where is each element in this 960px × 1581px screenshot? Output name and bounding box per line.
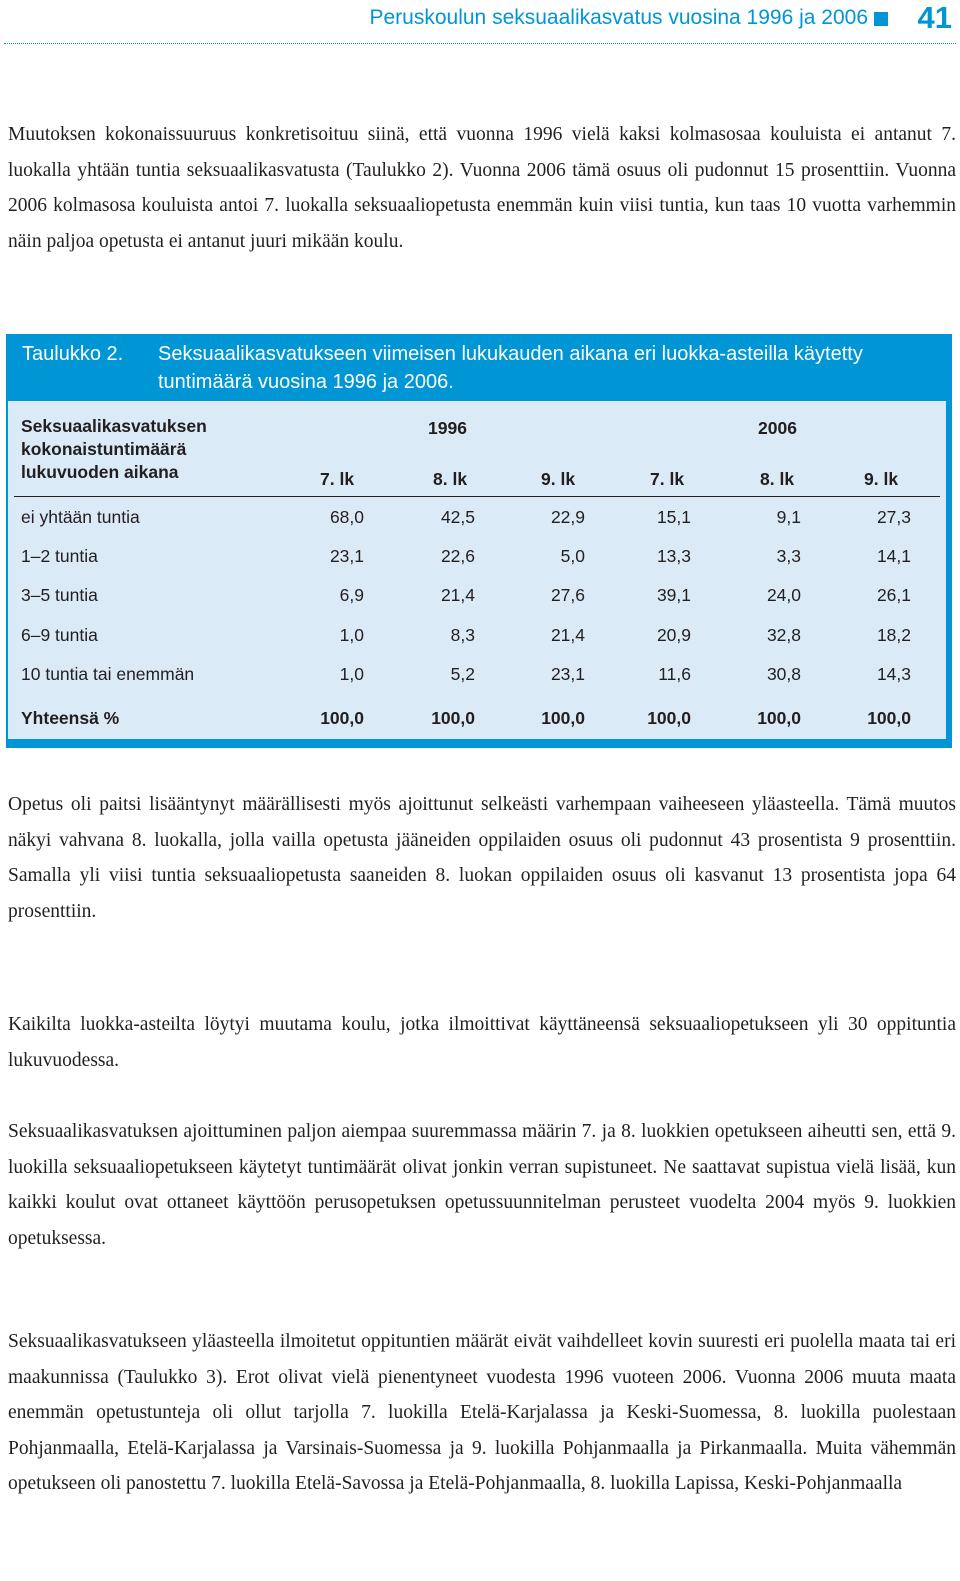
cell: 26,1 [876, 585, 911, 605]
total-cell: 100,0 [867, 708, 911, 728]
cell: 1,0 [339, 664, 364, 684]
header-rule [4, 43, 956, 44]
grade-col-4: 7. lk [650, 469, 685, 489]
table-row [8, 507, 946, 531]
total-cell: 100,0 [647, 708, 691, 728]
cell: 27,3 [876, 507, 911, 527]
total-cell: 100,0 [320, 708, 364, 728]
grade-col-2: 8. lk [433, 469, 468, 489]
total-cell: 100,0 [431, 708, 475, 728]
table-caption-number: Taulukko 2. [22, 343, 124, 365]
cell: 27,6 [550, 585, 585, 605]
cell: 22,6 [440, 546, 475, 566]
row-header: Seksuaalikasvatuksen kokonaistuntimäärä lukuvuoden aikana [21, 416, 207, 482]
data-table [8, 401, 946, 739]
header-divider [14, 496, 940, 497]
cell: 15,1 [656, 507, 691, 527]
row-label: 3–5 tuntia [21, 585, 98, 605]
grade-col-1: 7. lk [320, 469, 355, 489]
paragraph-1: Opetus oli paitsi lisääntynyt määrällisesti myös ajoittunut selkeästi varhempaan vaiheeseen yläasteella. Tämä muutos näkyi vahvana 8. luokalla, jolla vailla opetusta jääneiden oppilaiden osuus oli pudonnut 43 prosentista 9 prosenttiin. Samalla yli viisi tuntia seksuaaliopetusta saaneiden 8. luokan oppilaiden osuus oli kasvanut 13 prosentista jopa 64 prosenttiin. [8, 794, 956, 922]
cell: 21,4 [440, 585, 475, 605]
cell: 14,1 [876, 546, 911, 566]
page-number: 41 [917, 0, 952, 35]
running-title: Peruskoulun seksuaalikasvatus vuosina 1996 ja 2006 [369, 6, 868, 29]
cell: 5,0 [560, 546, 585, 566]
cell: 11,6 [658, 664, 691, 684]
cell: 9,1 [776, 507, 801, 527]
cell: 3,3 [776, 546, 801, 566]
paragraph-4: Seksuaalikasvatukseen yläasteella ilmoitetut oppituntien määrät eivät vaihdelleet kovin suuresti eri puolella maata tai eri maakunnissa (Taulukko 3). Erot olivat vielä pienentyneet vuodesta 1996 vuoteen 2006. Vuonna 2006 muuta maata enemmän opetustunteja oli ollut tarjolla 7. luokilla Etelä-Karjalassa ja Keski-Suomessa, 8. luokilla puolestaan Pohjanmaalla, Etelä-Karjalassa ja Varsinais-Suomessa ja 9. luokilla Pohjanmaalla ja Pirkanmaalla. Muita vähemmän opetukseen oli panostettu 7. luokilla Etelä-Savossa ja Etelä-Pohjanmaalla, 8. luokilla Lapissa, Keski-Pohjanmaalla [8, 1331, 956, 1494]
row-label: 6–9 tuntia [21, 625, 98, 645]
total-cell: 100,0 [541, 708, 585, 728]
cell: 6,9 [339, 585, 364, 605]
total-label: Yhteensä % [21, 708, 120, 728]
grade-col-6: 9. lk [864, 469, 899, 489]
cell: 20,9 [656, 625, 691, 645]
square-bullet-icon [874, 12, 888, 26]
paragraph-intro: Muutoksen kokonaissuuruus konkretisoituu siinä, että vuonna 1996 vielä kaksi kolmasosaa kouluista ei antanut 7. luokalla yhtään tuntia seksuaalikasvatusta (Taulukko 2). Vuonna 2006 tämä osuus oli pudonnut 15 prosenttiin. Vuonna 2006 kolmasosa kouluista antoi 7. luokalla seksuaaliopetusta enemmän kuin viisi tuntia, kun taas 10 vuotta varhemmin näin paljoa opetusta ei antanut juuri mikään koulu. [8, 124, 956, 252]
cell: 21,4 [550, 625, 585, 645]
paragraph-3: Seksuaalikasvatuksen ajoittuminen paljon aiempaa suuremmassa määrin 7. ja 8. luokkien opetukseen aiheutti sen, että 9. luokilla seksuaaliopetukseen käytetyt tuntimäärät olivat jonkin verran supistuneet. Ne saattavat supistua vielä lisää, kun kaikki koulut ovat ottaneet käyttöön perusopetuksen opetussuunnitelman perusteet vuodelta 2004 myös 9. luokkien opetuksessa. [8, 1121, 956, 1249]
cell: 23,1 [329, 546, 364, 566]
row-label: ei yhtään tuntia [21, 507, 140, 527]
cell: 18,2 [876, 625, 911, 645]
cell: 42,5 [440, 507, 475, 527]
total-cell: 100,0 [757, 708, 801, 728]
paragraph-2: Kaikilta luokka-asteilta löytyi muutama koulu, jotka ilmoittivat käyttäneensä seksuaaliopetukseen yli 30 oppituntia lukuvuodessa. [8, 1014, 956, 1071]
cell: 39,1 [656, 585, 691, 605]
table-row [8, 585, 946, 609]
table-caption-text: Seksuaalikasvatukseen viimeisen lukukauden aikana eri luokka-asteilla käytetty tuntimäärä vuosina 1996 ja 2006. [158, 343, 863, 393]
cell: 24,0 [766, 585, 801, 605]
cell: 32,8 [766, 625, 801, 645]
grade-col-3: 9. lk [541, 469, 576, 489]
cell: 13,3 [656, 546, 691, 566]
table-row [8, 664, 946, 688]
cell: 30,8 [766, 664, 801, 684]
page-header [0, 0, 960, 44]
table-total-row [8, 708, 946, 732]
year-1996: 1996 [428, 418, 467, 438]
cell: 68,0 [329, 507, 364, 527]
row-label: 1–2 tuntia [21, 546, 98, 566]
cell: 22,9 [550, 507, 585, 527]
row-label: 10 tuntia tai enemmän [21, 664, 195, 684]
cell: 14,3 [876, 664, 911, 684]
cell: 8,3 [450, 625, 475, 645]
year-2006: 2006 [758, 418, 797, 438]
table-row [8, 546, 946, 570]
cell: 5,2 [450, 664, 475, 684]
cell: 1,0 [339, 625, 364, 645]
cell: 23,1 [550, 664, 585, 684]
grade-col-5: 8. lk [760, 469, 795, 489]
table-row [8, 625, 946, 649]
